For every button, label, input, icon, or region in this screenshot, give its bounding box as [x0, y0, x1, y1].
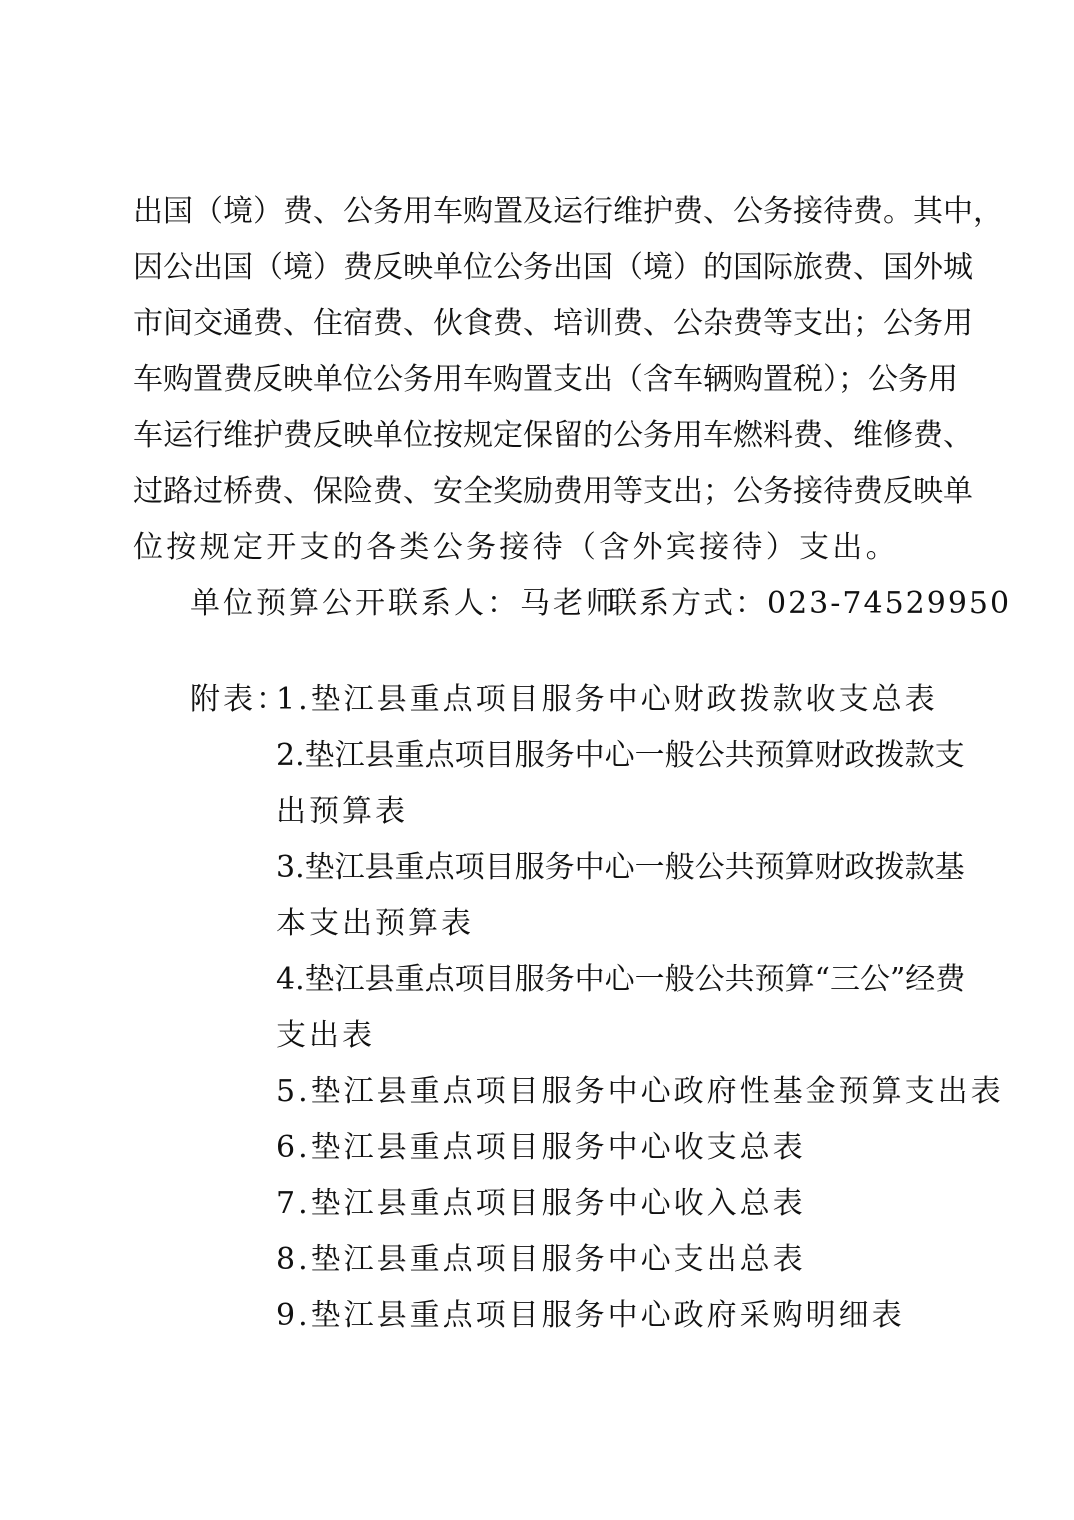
attachment-item: 3.垫江县重点项目服务中心一般公共预算财政拨款基: [276, 850, 965, 885]
paragraph-line: 因公出国（境）费反映单位公务出国（境）的国际旅费、国外城: [133, 250, 973, 285]
attachment-item: 7.垫江县重点项目服务中心收入总表: [276, 1186, 806, 1221]
attachment-item-continued: 本支出预算表: [276, 906, 474, 941]
attachment-item-continued: 出预算表: [276, 794, 408, 829]
attachment-item: 1.垫江县重点项目服务中心财政拨款收支总表: [276, 682, 938, 717]
paragraph-line: 车购置费反映单位公务用车购置支出（含车辆购置税）；公务用: [133, 362, 958, 397]
paragraph-line: 位按规定开支的各类公务接待（含外宾接待）支出。: [133, 530, 899, 565]
attachment-item: 5.垫江县重点项目服务中心政府性基金预算支出表: [276, 1074, 1004, 1109]
attachment-item: 6.垫江县重点项目服务中心收支总表: [276, 1130, 806, 1165]
attachment-item-continued: 支出表: [276, 1018, 375, 1053]
paragraph-line: 市间交通费、住宿费、伙食费、培训费、公杂费等支出；公务用: [133, 306, 973, 341]
attachment-item: 2.垫江县重点项目服务中心一般公共预算财政拨款支: [276, 738, 965, 773]
attachments-label: 附表：: [190, 682, 289, 717]
contact-person: 单位预算公开联系人：马老师: [190, 586, 619, 621]
contact-phone: 联系方式：023-74529950: [607, 586, 1012, 621]
paragraph-line: 过路过桥费、保险费、安全奖励费用等支出；公务接待费反映单: [133, 474, 973, 509]
paragraph-line: 出国（境）费、公务用车购置及运行维护费、公务接待费。其中，: [133, 194, 1003, 229]
attachment-item: 4.垫江县重点项目服务中心一般公共预算“三公”经费: [276, 962, 966, 997]
attachment-item: 9.垫江县重点项目服务中心政府采购明细表: [276, 1298, 905, 1333]
attachment-item: 8.垫江县重点项目服务中心支出总表: [276, 1242, 806, 1277]
paragraph-line: 车运行维护费反映单位按规定保留的公务用车燃料费、维修费、: [133, 418, 973, 453]
